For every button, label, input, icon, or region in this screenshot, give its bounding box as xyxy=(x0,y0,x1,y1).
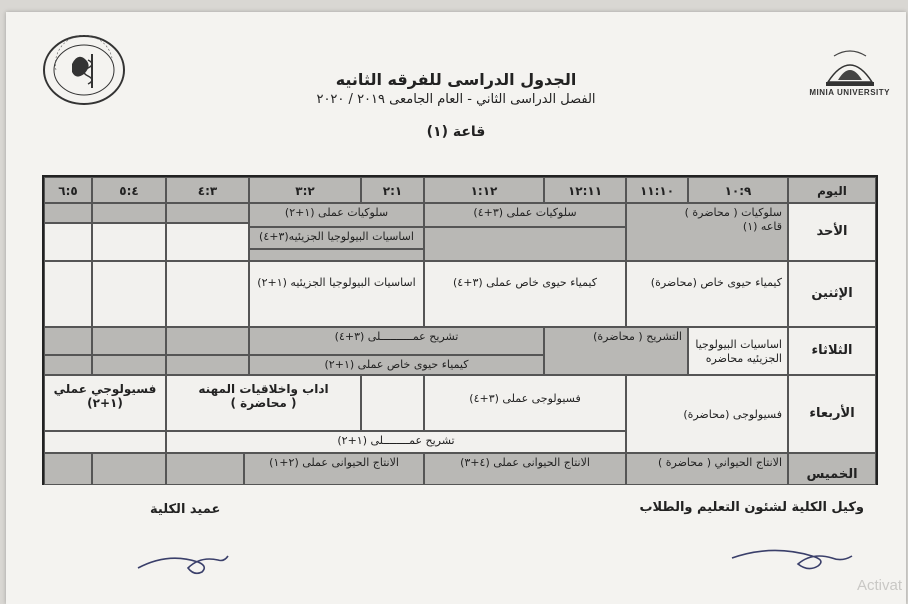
sunday-slot-behavior-practical-3-4: سلوكيات عملى (٣+٤) xyxy=(424,203,626,227)
sunday-slot-behavior-practical-1-2: سلوكيات عملى (١+٢) xyxy=(249,203,424,227)
hall-label: قاعة (١) xyxy=(426,124,486,140)
vice-dean-title: وكيل الكلية لشئون التعليم والطلاب xyxy=(639,500,864,515)
sunday-slot-behavior-lecture: سلوكيات ( محاضرة ) قاعه (١) xyxy=(626,203,788,261)
sunday-slot-empty xyxy=(166,203,249,223)
page-subtitle: الفصل الدراسى الثاني - العام الجامعى ٢٠١٩ / ٢٠٢٠ xyxy=(316,92,596,107)
monday-slot-empty xyxy=(166,261,249,327)
header-time-11-12: ١٢:١١ xyxy=(544,177,626,203)
header-time-1-2: ٢:١ xyxy=(361,177,424,203)
header-time-4-5: ٥:٤ xyxy=(92,177,166,203)
thursday-slot-empty xyxy=(166,453,244,485)
day-tuesday: الثلاثاء xyxy=(788,327,876,375)
wednesday-slot-empty xyxy=(361,375,424,431)
sunday-slot-empty xyxy=(92,223,166,261)
tuesday-slot-anatomy-lecture: التشريح ( محاضرة) xyxy=(544,327,688,375)
day-monday: الإثنين xyxy=(788,261,876,327)
wednesday-slot-physiology-practical-1-2: فسيولوجي عملي (١+٢) xyxy=(44,375,166,431)
wednesday-slot-physiology-lecture: فسيولوجى (محاضرة) xyxy=(626,375,788,453)
university-logo-text: MINIA UNIVERSITY xyxy=(809,88,890,97)
tuesday-slot-empty xyxy=(166,355,249,375)
sunday-slot-molecular-biology-3-4: اساسيات البيولوجيا الجزيئيه(٣+٤) xyxy=(249,227,424,249)
monday-slot-empty xyxy=(44,261,92,327)
day-sunday: الأحد xyxy=(788,203,876,261)
tuesday-slot-empty xyxy=(44,355,92,375)
wednesday-slot-physiology-practical-3-4: فسيولوجى عملى (٣+٤) xyxy=(424,375,626,431)
dean-title: عميد الكلية xyxy=(150,502,221,517)
thursday-slot-animal-production-practical-3-4: الانتاج الحيوانى عملى (٤+٣) xyxy=(424,453,626,485)
tuesday-slot-empty xyxy=(44,327,92,355)
monday-slot-biochem-practical-3-4: كيمياء حيوى خاص عملى (٣+٤) xyxy=(424,261,626,327)
header-time-12-1: ١:١٢ xyxy=(424,177,544,203)
schedule-document xyxy=(6,12,906,604)
sunday-slot-empty xyxy=(44,203,92,223)
thursday-slot-empty xyxy=(44,453,92,485)
wednesday-slot-ethics-lecture: اداب واخلاقيات المهنه ( محاضرة ) xyxy=(166,375,361,431)
tuesday-slot-empty xyxy=(92,327,166,355)
thursday-slot-animal-production-practical-1-2: الانتاج الحيوانى عملى (٢+١) xyxy=(244,453,424,485)
vice-dean-signature xyxy=(728,538,858,574)
dean-signature xyxy=(134,542,234,582)
monday-slot-biochem-lecture: كيمياء حيوى خاص (محاضرة) xyxy=(626,261,788,327)
sunday-slot-empty xyxy=(424,227,626,261)
tuesday-slot-empty xyxy=(92,355,166,375)
sunday-slot-empty xyxy=(44,223,92,261)
header-time-2-3: ٣:٢ xyxy=(249,177,361,203)
thursday-slot-animal-production-lecture: الانتاج الحيواني ( محاضرة ) xyxy=(626,453,788,485)
sunday-slot-empty xyxy=(166,223,249,261)
header-time-5-6: ٦:٥ xyxy=(44,177,92,203)
sunday-slot-empty xyxy=(249,249,424,261)
activation-watermark: Activat xyxy=(856,577,902,594)
tuesday-slot-biochem-practical-1-2: كيمياء حيوى خاص عملى (١+٢) xyxy=(249,355,544,375)
tuesday-slot-anatomy-practical-3-4: تشريح عمــــــــــلى (٣+٤) xyxy=(249,327,544,355)
header-time-3-4: ٤:٣ xyxy=(166,177,249,203)
header-time-9-10: ١٠:٩ xyxy=(688,177,788,203)
day-thursday: الخميس xyxy=(788,453,876,485)
thursday-slot-empty xyxy=(92,453,166,485)
header-day: اليوم xyxy=(788,177,876,203)
monday-slot-empty xyxy=(92,261,166,327)
day-wednesday: الأربعاء xyxy=(788,375,876,453)
monday-slot-molecular-biology-1-2: اساسيات البيولوجيا الجزيئيه (١+٢) xyxy=(249,261,424,327)
tuesday-slot-molecular-biology-lecture: اساسيات البيولوجيا الجزيئيه محاضره xyxy=(688,327,788,375)
wednesday-slot-anatomy-practical-1-2: تشريح عمــــــــلى (١+٢) xyxy=(166,431,626,453)
sunday-slot-empty xyxy=(92,203,166,223)
header-time-10-11: ١١:١٠ xyxy=(626,177,688,203)
schedule-table xyxy=(42,175,878,485)
tuesday-slot-empty xyxy=(166,327,249,355)
page-title: الجدول الدراسى للفرقه الثانيه xyxy=(335,70,577,89)
wednesday-slot-empty xyxy=(44,431,166,453)
